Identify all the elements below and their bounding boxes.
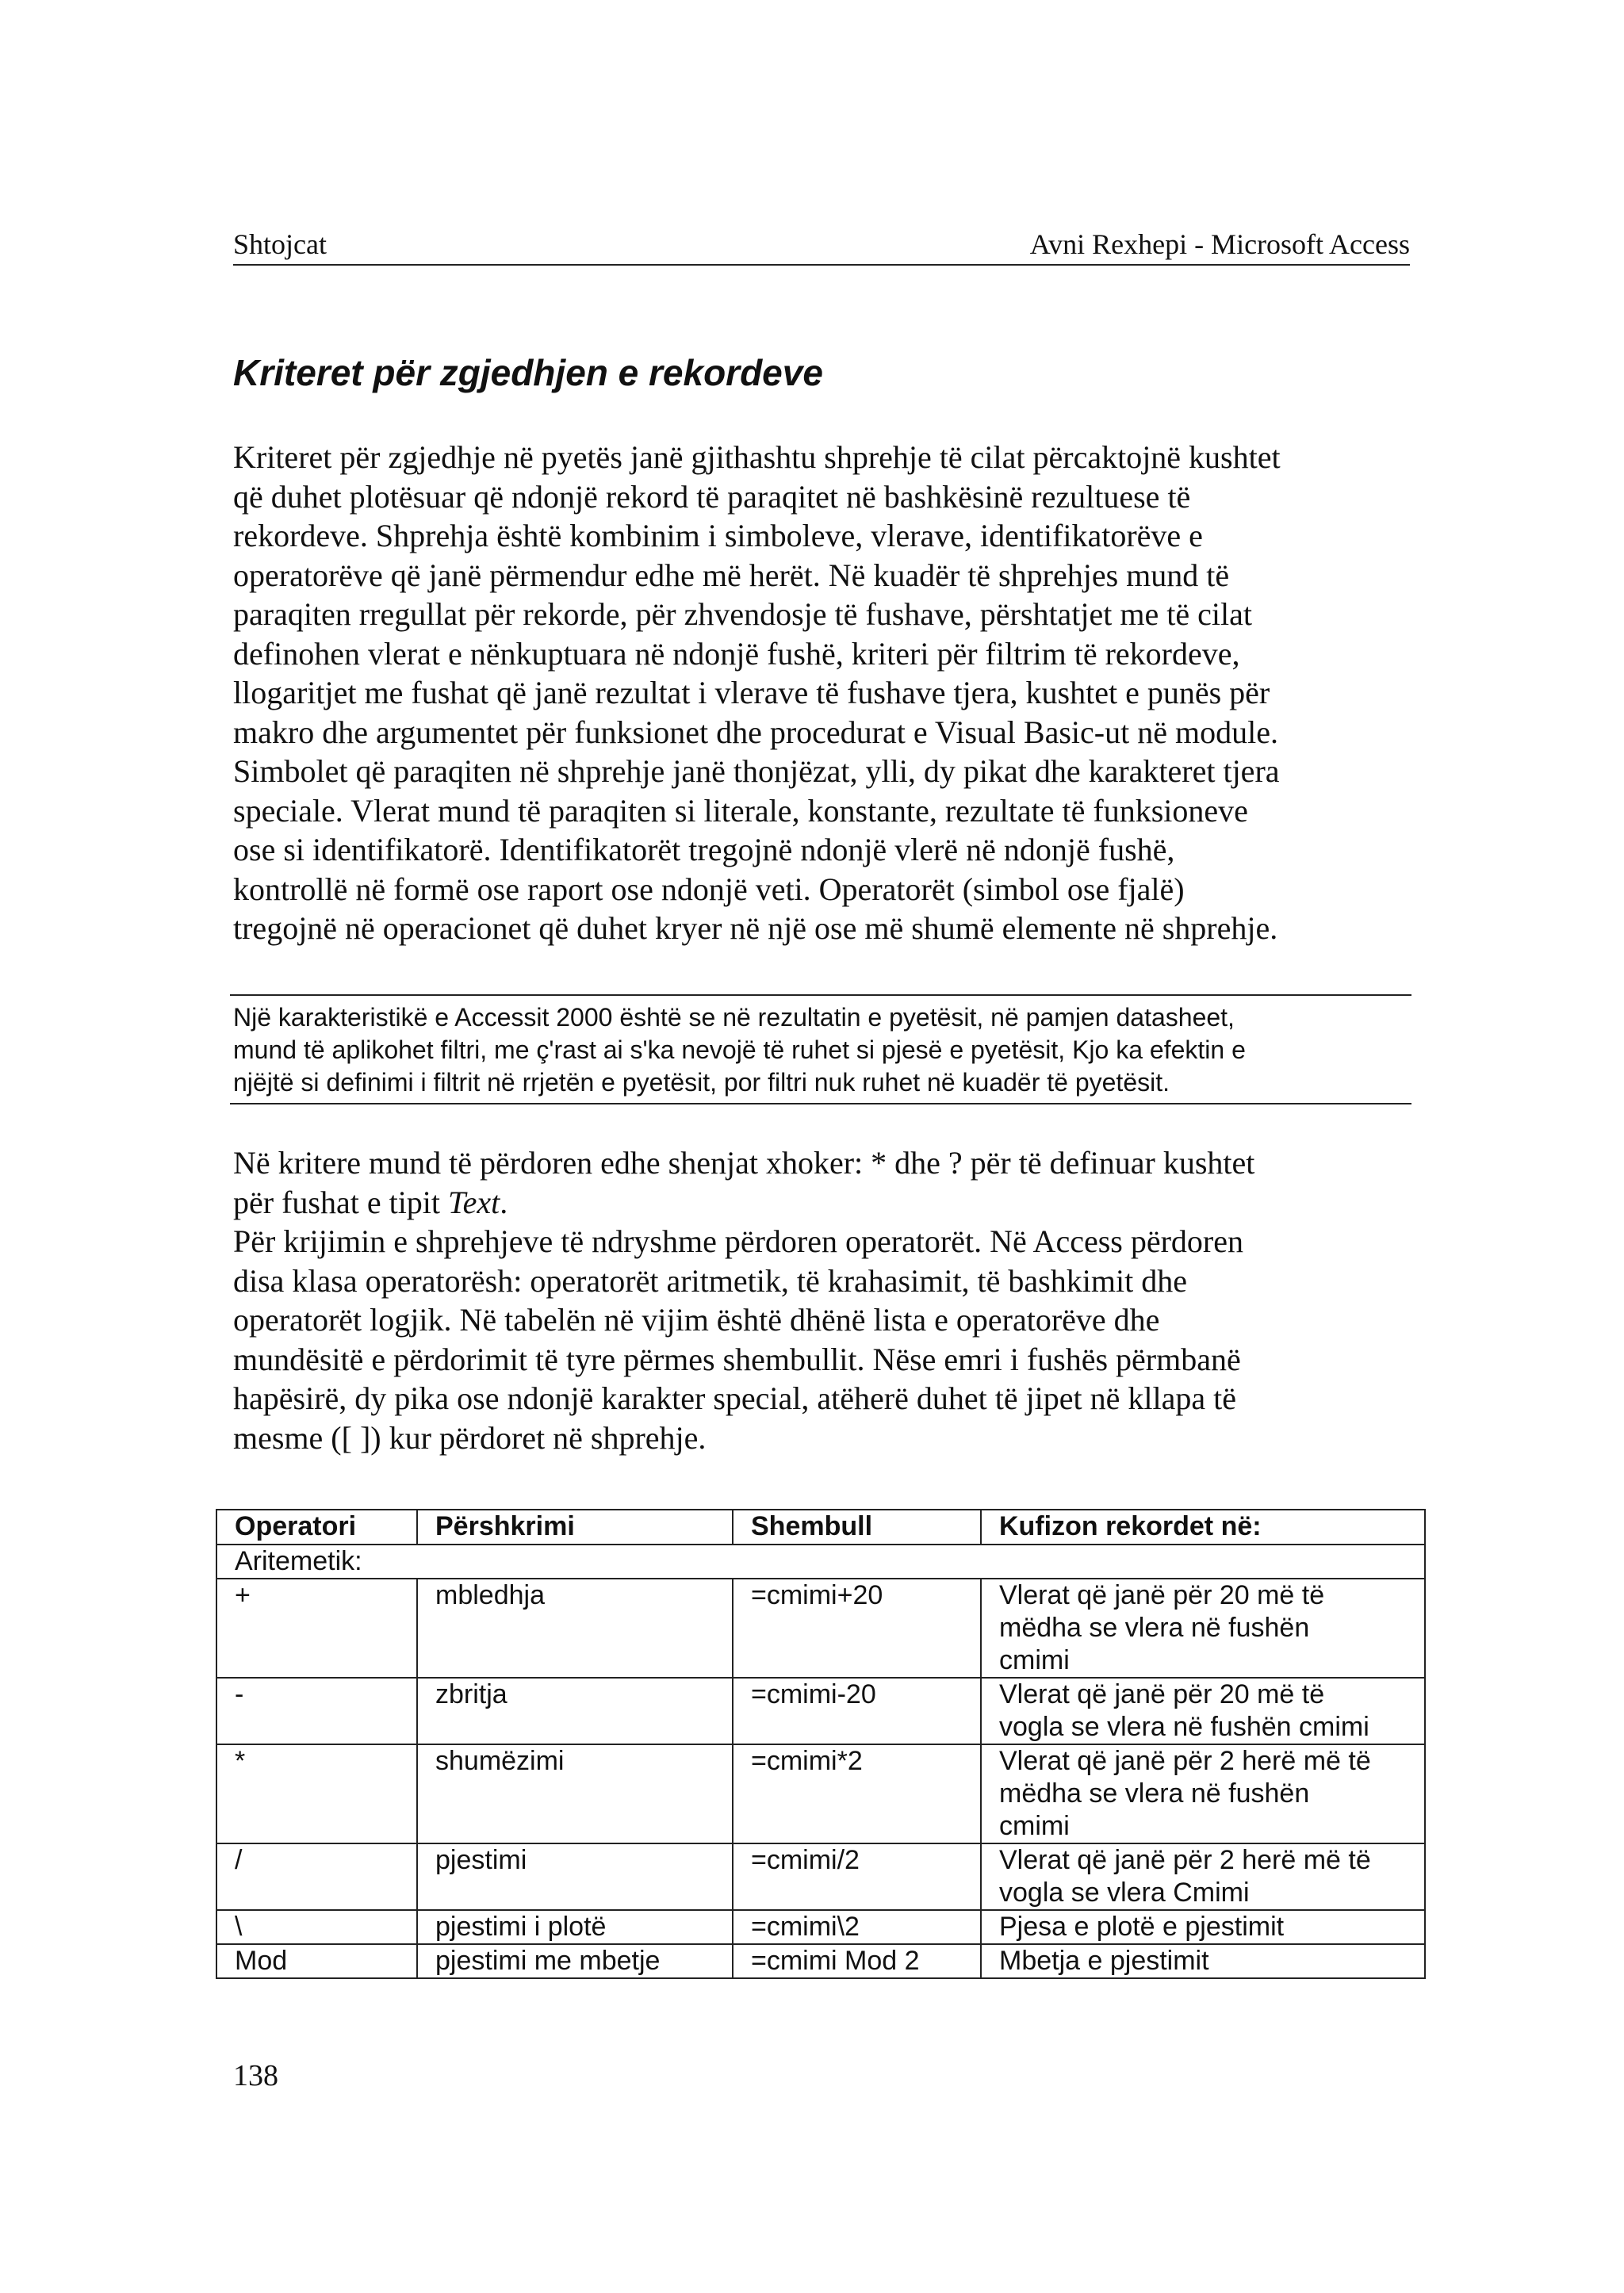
cell-description: pjestimi me mbetje xyxy=(417,1944,733,1978)
cell-description: zbritja xyxy=(417,1678,733,1744)
cell-line: mëdha se vlera në fushën xyxy=(999,1778,1310,1809)
table-group-row xyxy=(216,1545,1425,1579)
cell-line: Vlerat që janë për 2 herë më të xyxy=(999,1845,1371,1875)
text-span: për fushat e tipit xyxy=(233,1184,449,1220)
text-line: paraqiten rregullat për rekorde, për zhvendosje të fushave, përshtatjet me të cilat xyxy=(233,596,1252,632)
cell-example: =cmimi*2 xyxy=(733,1744,981,1843)
page-header xyxy=(233,224,1410,266)
cell-limits xyxy=(981,1678,1425,1744)
cell-line: Vlerat që janë për 20 më të xyxy=(999,1679,1325,1709)
note-line: njëjtë si definimi i filtrit në rrjetën e pyetësit, por filtri nuk ruhet në kuadër të pyetësit. xyxy=(233,1068,1170,1097)
cell-example: =cmimi\2 xyxy=(733,1910,981,1944)
table-row xyxy=(216,1678,1425,1744)
cell-description: mbledhja xyxy=(417,1579,733,1678)
cell-description: pjestimi i plotë xyxy=(417,1910,733,1944)
note-line: Një karakteristikë e Accessit 2000 është se në rezultatin e pyetësit, në pamjen datasheet, xyxy=(233,1003,1235,1032)
header-section: Shtojcat xyxy=(233,228,327,260)
text-line: Në kritere mund të përdoren edhe shenjat xhoker: * dhe ? për të definuar kushtet xyxy=(233,1145,1255,1181)
text-line: Simbolet që paraqiten në shprehje janë thonjëzat, ylli, dy pikat dhe karakteret tjera xyxy=(233,753,1280,789)
italic-term: Text xyxy=(448,1184,500,1220)
group-label: Aritemetik: xyxy=(216,1545,1425,1579)
note-line: mund të aplikohet filtri, me ç'rast ai s'ka nevojë të ruhet si pjesë e pyetësit, Kjo ka efektin e xyxy=(233,1035,1246,1064)
text-line: Për krijimin e shprehjeve të ndryshme përdoren operatorët. Në Access përdoren xyxy=(233,1223,1243,1259)
cell-description: pjestimi xyxy=(417,1843,733,1910)
cell-line: vogla se vlera Cmimi xyxy=(999,1878,1250,1908)
operators-paragraph xyxy=(233,1143,1423,1457)
cell-example: =cmimi+20 xyxy=(733,1579,981,1678)
header-cell-limits: Kufizon rekordet në: xyxy=(981,1510,1425,1545)
cell-operator: Mod xyxy=(216,1944,417,1978)
text-line: operatorët logjik. Në tabelën në vijim është dhënë lista e operatorëve dhe xyxy=(233,1302,1160,1338)
cell-line: Mbetja e pjestimit xyxy=(999,1946,1209,1976)
cell-line: cmimi xyxy=(999,1811,1070,1841)
text-line: që duhet plotësuar që ndonjë rekord të paraqitet në bashkësinë rezultuese të xyxy=(233,478,1191,515)
header-book-title: Avni Rexhepi - Microsoft Access xyxy=(1029,228,1410,260)
table-row xyxy=(216,1843,1425,1910)
text-line: speciale. Vlerat mund të paraqiten si literale, konstante, rezultate të funksioneve xyxy=(233,792,1248,829)
cell-limits xyxy=(981,1910,1425,1944)
text-line: definohen vlerat e nënkuptuara në ndonjë fushë, kriteri për filtrim të rekordeve, xyxy=(233,635,1240,672)
text-line: makro dhe argumentet për funksionet dhe procedurat e Visual Basic-ut në module. xyxy=(233,714,1278,750)
text-line: tregojnë në operacionet që duhet kryer në një ose më shumë elemente në shprehje. xyxy=(233,910,1278,946)
cell-operator: - xyxy=(216,1678,417,1744)
header-cell-description: Përshkrimi xyxy=(417,1510,733,1545)
note-box xyxy=(230,994,1411,1104)
text-line: kontrollë në formë ose raport ose ndonjë veti. Operatorët (simbol ose fjalë) xyxy=(233,871,1185,907)
text-line: Kriteret për zgjedhje në pyetës janë gjithashtu shprehje të cilat përcaktojnë kushtet xyxy=(233,439,1281,475)
header-cell-example: Shembull xyxy=(733,1510,981,1545)
cell-operator: / xyxy=(216,1843,417,1910)
page-number: 138 xyxy=(233,2059,278,2092)
section-title: Kriteret për zgjedhjen e rekordeve xyxy=(233,352,823,393)
table-row xyxy=(216,1744,1425,1843)
cell-operator: * xyxy=(216,1744,417,1843)
text-line: mundësitë e përdorimit të tyre përmes shembullit. Nëse emri i fushës përmbanë xyxy=(233,1341,1241,1377)
cell-description: shumëzimi xyxy=(417,1744,733,1843)
text-line: ose si identifikatorë. Identifikatorët tregojnë ndonjë vlerë në ndonjë fushë, xyxy=(233,832,1175,867)
cell-operator: \ xyxy=(216,1910,417,1944)
text-line: operatorëve që janë përmendur edhe më herët. Në kuadër të shprehjes mund të xyxy=(233,557,1230,593)
text-line: llogaritjet me fushat që janë rezultat i vlerave të fushave tjera, kushtet e punës për xyxy=(233,675,1270,710)
text-line xyxy=(233,1183,1423,1223)
cell-line: cmimi xyxy=(999,1645,1070,1675)
cell-limits xyxy=(981,1944,1425,1978)
cell-limits xyxy=(981,1579,1425,1678)
text-line: mesme ([ ]) kur përdoret në shprehje. xyxy=(233,1419,707,1456)
text-line: rekordeve. Shprehja është kombinim i simboleve, vlerave, identifikatorëve e xyxy=(233,518,1203,553)
text-line: hapësirë, dy pika ose ndonjë karakter special, atëherë duhet të jipet në kllapa të xyxy=(233,1380,1237,1416)
table-row xyxy=(216,1579,1425,1678)
cell-line: Pjesa e plotë e pjestimit xyxy=(999,1912,1285,1942)
cell-line: Vlerat që janë për 2 herë më të xyxy=(999,1746,1371,1776)
intro-paragraph xyxy=(233,438,1423,948)
cell-line: Vlerat që janë për 20 më të xyxy=(999,1580,1325,1610)
table-row xyxy=(216,1910,1425,1944)
cell-limits xyxy=(981,1843,1425,1910)
text-line: disa klasa operatorësh: operatorët aritmetik, të krahasimit, të bashkimit dhe xyxy=(233,1262,1187,1299)
cell-line: mëdha se vlera në fushën xyxy=(999,1613,1310,1643)
table-header-row xyxy=(216,1510,1425,1545)
header-cell-operator: Operatori xyxy=(216,1510,417,1545)
cell-line: vogla se vlera në fushën cmimi xyxy=(999,1712,1369,1742)
cell-limits xyxy=(981,1744,1425,1843)
cell-example: =cmimi Mod 2 xyxy=(733,1944,981,1978)
cell-example: =cmimi/2 xyxy=(733,1843,981,1910)
operators-table xyxy=(216,1509,1426,1979)
table-row xyxy=(216,1944,1425,1978)
cell-operator: + xyxy=(216,1579,417,1678)
text-span: . xyxy=(500,1184,508,1220)
cell-example: =cmimi-20 xyxy=(733,1678,981,1744)
